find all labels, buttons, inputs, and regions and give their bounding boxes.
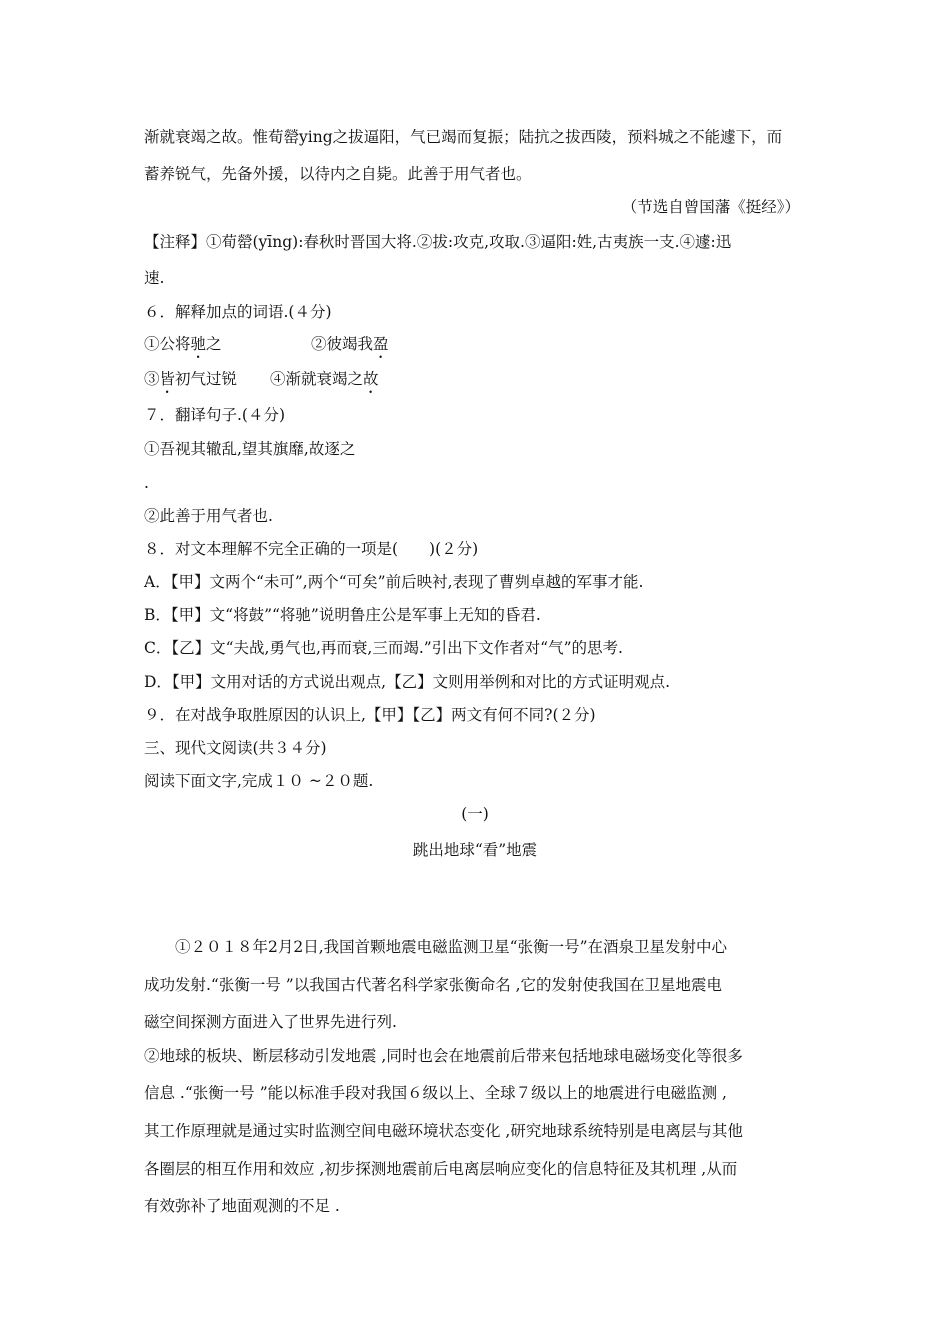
article-line: ②地球的板块、断层移动引发地震 ,同时也会在地震前后带来包括地球电磁场变化等很多 xyxy=(144,1047,743,1065)
section-heading: 三、现代文阅读(共３４分) xyxy=(144,739,327,757)
article-line: 有效弥补了地面观测的不足 . xyxy=(144,1197,340,1215)
notes-line: 速. xyxy=(144,269,165,287)
article-title: 跳出地球“看”地震 xyxy=(412,841,538,859)
q6-item-c: ③皆初气过锐 xyxy=(144,370,238,388)
article-line: 信息 .“张衡一号 ”能以标准手段对我国６级以上、全球７级以上的地震进行电磁监测 , xyxy=(144,1084,727,1102)
dotted-char: 驰 xyxy=(190,335,207,353)
passage-line: 渐就衰竭之故。惟荀罃ying之拔逼阳，气已竭而复振；陆抗之拔西陵，预料城之不能遽下，而 xyxy=(144,128,783,146)
dotted-char: 盈 xyxy=(373,335,389,353)
article-line: 成功发射.“张衡一号 ”以我国古代著名科学家张衡命名 ,它的发射使我国在卫星地震电 xyxy=(144,976,723,994)
q6-item-b: ②彼竭我盈 xyxy=(311,335,389,353)
part-number: (一) xyxy=(461,805,489,823)
q6-item-a: ①公将驰之 xyxy=(144,335,222,353)
article-line: 各圈层的相互作用和效应 ,初步探测地震前后电离层响应变化的信息特征及其机理 ,从而 xyxy=(144,1160,738,1178)
notes-line: 【注释】①荀罃(yīng):春秋时晋国大将.②拔:攻克,攻取.③逼阳:姓,古夷族一支.④遽:迅 xyxy=(144,233,732,251)
dotted-char: 故 xyxy=(363,370,379,388)
answer-blank: . xyxy=(144,474,149,492)
section-instruction: 阅读下面文字,完成１０ ~２０题. xyxy=(144,772,374,790)
dotted-char: 皆 xyxy=(159,370,176,388)
passage-source: （节选自曾国藩《挺经》） xyxy=(621,198,800,216)
article-line: ①２０１８年2月2日,我国首颗地震电磁监测卫星“张衡一号”在酒泉卫星发射中心 xyxy=(144,938,728,956)
passage-line: 蓄养锐气，先备外援，以待内之自毙。此善于用气者也。 xyxy=(144,165,532,183)
question-8-stem: ８．对文本理解不完全正确的一项是( )(２分) xyxy=(144,540,479,558)
q8-option-a: A．【甲】文两个“未可”,两个“可矣”前后映衬,表现了曹刿卓越的军事才能. xyxy=(144,573,644,591)
q7-sentence-1: ①吾视其辙乱,望其旗靡,故逐之 xyxy=(144,440,356,458)
article-line: 磁空间探测方面进入了世界先进行列. xyxy=(144,1013,397,1031)
q8-option-d: D．【甲】文用对话的方式说出观点,【乙】文则用举例和对比的方式证明观点. xyxy=(144,673,671,691)
q8-option-c: C．【乙】文“夫战,勇气也,再而衰,三而竭.”引出下文作者对“气”的思考. xyxy=(144,639,623,657)
q8-option-b: B．【甲】文“将鼓”“将驰”说明鲁庄公是军事上无知的昏君. xyxy=(144,606,541,624)
question-9-stem: ９．在对战争取胜原因的认识上,【甲】【乙】两文有何不同?(２分) xyxy=(144,706,596,724)
q6-item-d: ④渐就衰竭之故 xyxy=(270,370,379,388)
article-line: 其工作原理就是通过实时监测空间电磁环境状态变化 ,研究地球系统特别是电离层与其他 xyxy=(144,1122,743,1140)
q7-sentence-2: ②此善于用气者也. xyxy=(144,507,273,525)
question-6-stem: ６．解释加点的词语.(４分) xyxy=(144,303,332,321)
question-7-stem: ７．翻译句子.(４分) xyxy=(144,406,286,424)
